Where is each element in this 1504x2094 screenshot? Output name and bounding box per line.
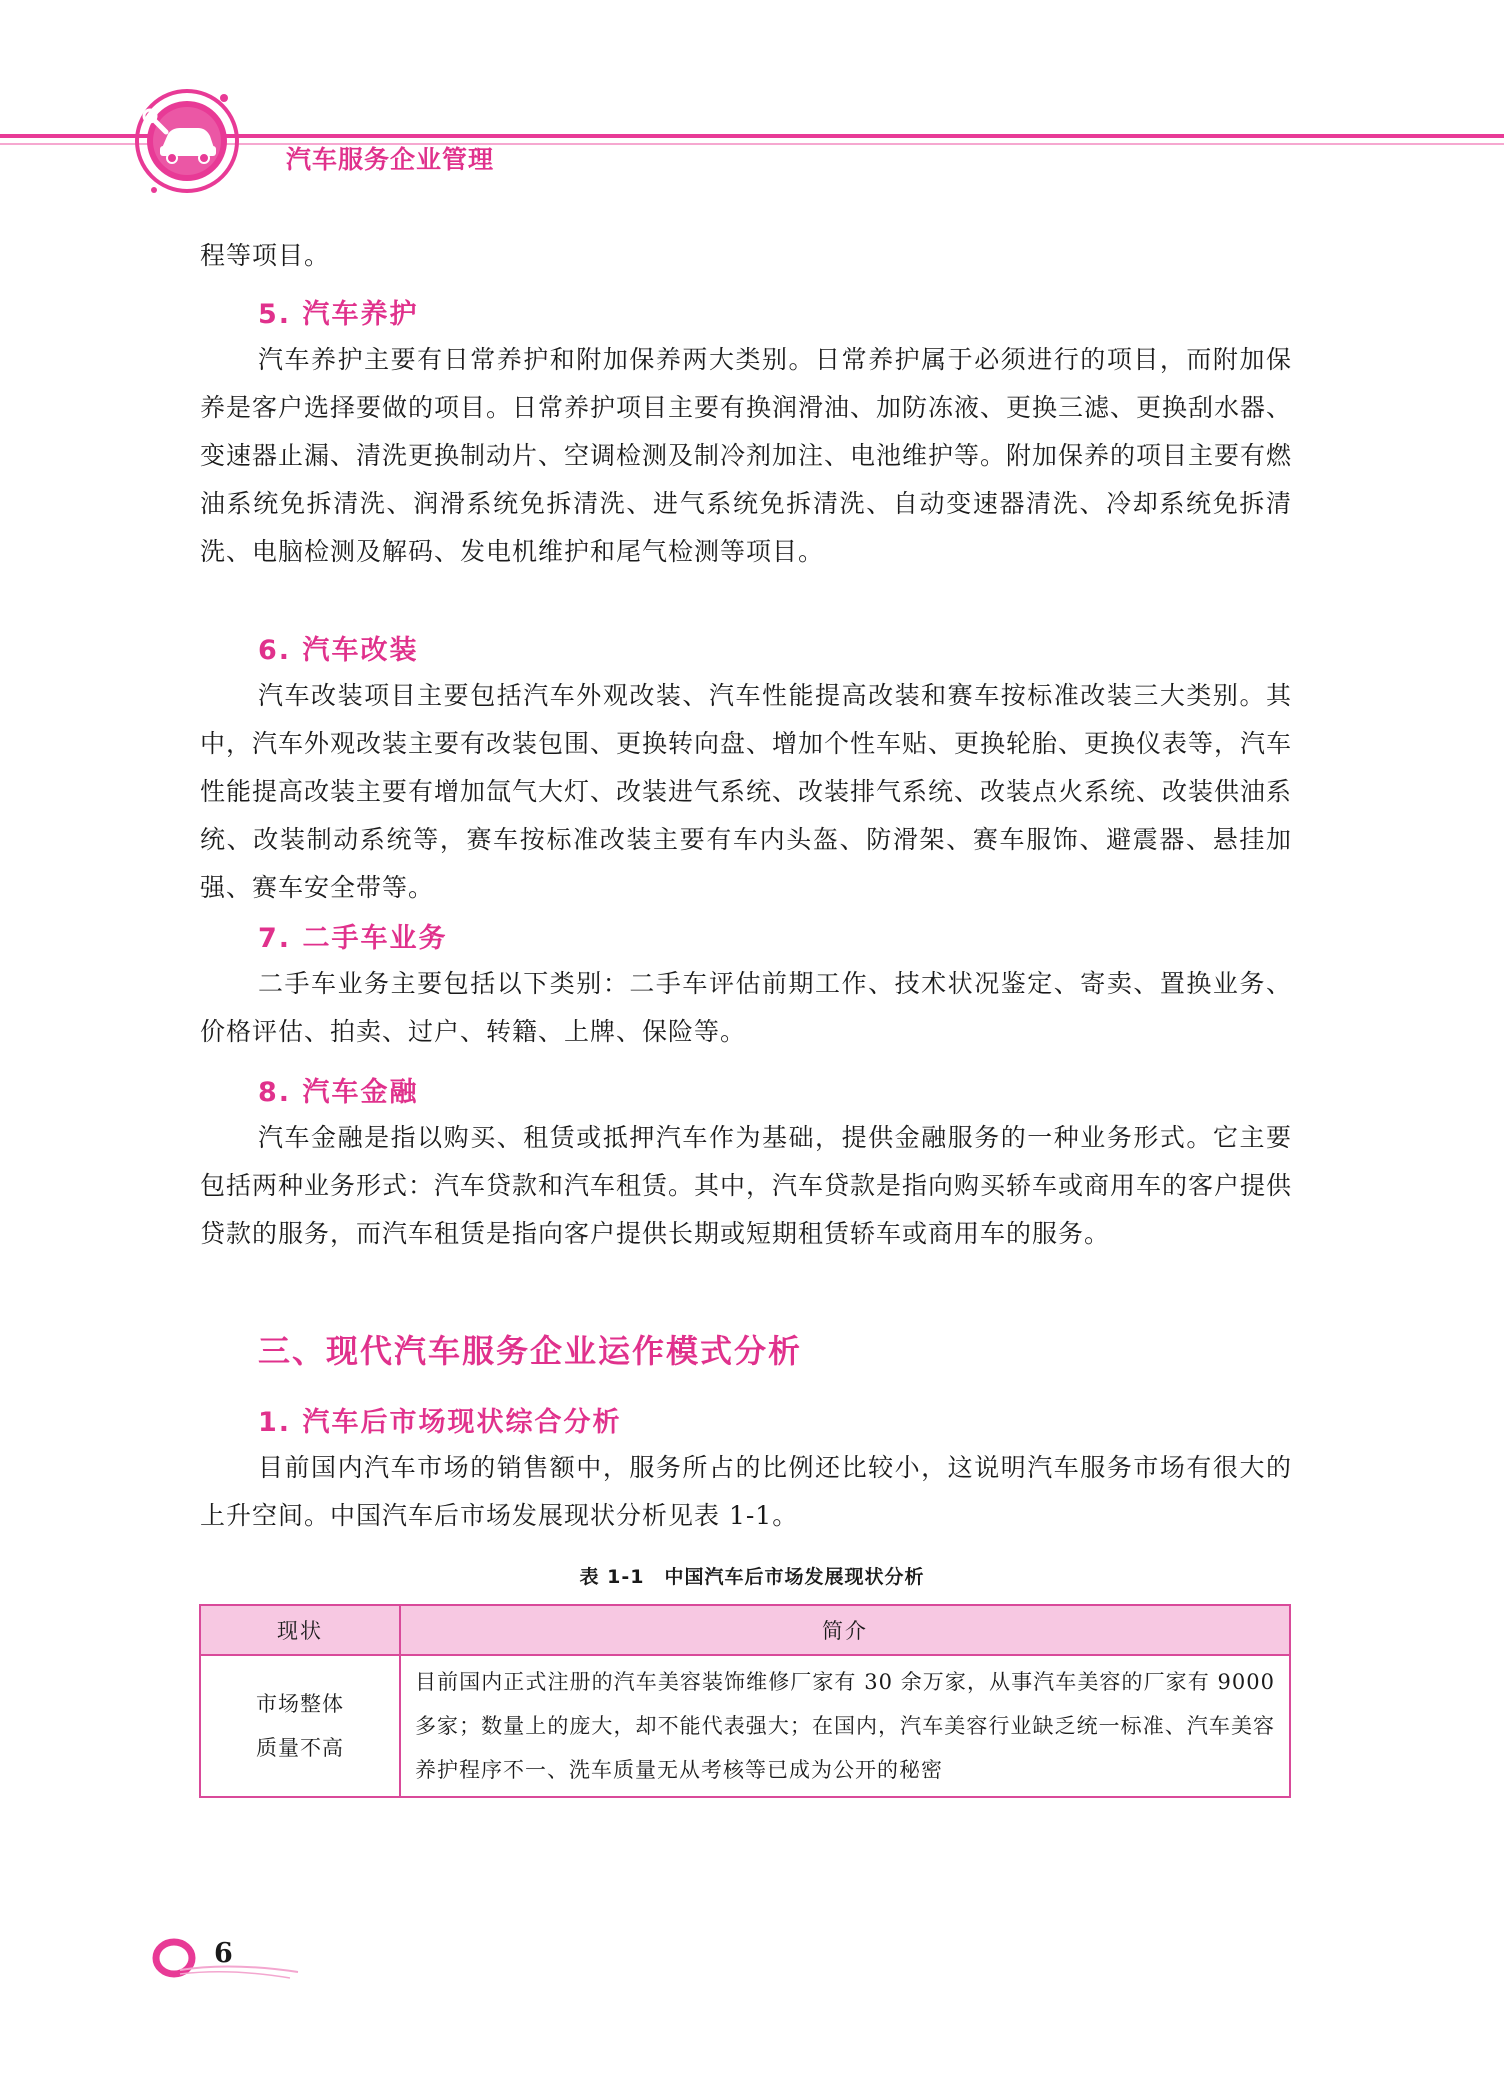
column-header-intro: 简介	[400, 1605, 1290, 1655]
column-header-status: 现状	[200, 1605, 400, 1655]
paragraph-car-maintenance: 汽车养护主要有日常养护和附加保养两大类别。日常养护属于必须进行的项目，而附加保养是客户选择要做的项目。日常养护项目主要有换润滑油、加防冻液、更换三滤、更换刮水器、变速器止漏、清洗更换制动片、空调检测及制冷剂加注、电池维护等。附加保养的项目主要有燃油系统免拆清洗、润滑系统免拆清洗、进气系统免拆清洗、自动变速器清洗、冷却系统免拆清洗、电脑检测及解码、发电机维护和尾气检测等项目。	[200, 345, 1293, 566]
car-service-logo-icon	[132, 86, 242, 196]
paragraph-used-car: 二手车业务主要包括以下类别：二手车评估前期工作、技术状况鉴定、寄卖、置换业务、价格评估、拍卖、过户、转籍、上牌、保险等。	[200, 969, 1292, 1046]
heading-used-car: 7. 二手车业务	[258, 923, 448, 954]
status-cell-line2: 质量不高	[256, 1736, 344, 1760]
heading-car-modification: 6. 汽车改装	[258, 635, 419, 666]
book-title: 汽车服务企业管理	[286, 145, 495, 174]
heading-aftermarket: 1. 汽车后市场现状综合分析	[258, 1407, 622, 1438]
intro-cell: 目前国内正式注册的汽车美容装饰维修厂家有 30 余万家，从事汽车美容的厂家有 9000 多家；数量上的庞大，却不能代表强大；在国内，汽车美容行业缺乏统一标准、汽车美容养护程序不一、洗车质量无从考核等已成为公开的秘密	[400, 1655, 1290, 1797]
table-row	[200, 1655, 1290, 1797]
paragraph-car-finance: 汽车金融是指以购买、租赁或抵押汽车作为基础，提供金融服务的一种业务形式。它主要包括两种业务形式：汽车贷款和汽车租赁。其中，汽车贷款是指向购买轿车或商用车的客户提供贷款的服务，而汽车租赁是指向客户提供长期或短期租赁轿车或商用车的服务。	[200, 1123, 1293, 1248]
paragraph-aftermarket: 目前国内汽车市场的销售额中，服务所占的比例还比较小，这说明汽车服务市场有很大的上升空间。中国汽车后市场发展现状分析见表 1-1。	[200, 1453, 1292, 1530]
status-cell	[200, 1655, 400, 1797]
table-caption: 表 1-1 中国汽车后市场发展现状分析	[579, 1566, 925, 1588]
paragraph-continuation: 程等项目。	[200, 241, 331, 270]
table-header-row	[200, 1605, 1290, 1655]
heading-car-finance: 8. 汽车金融	[258, 1077, 419, 1108]
paragraph-car-modification: 汽车改装项目主要包括汽车外观改装、汽车性能提高改装和赛车按标准改装三大类别。其中，汽车外观改装主要有改装包围、更换转向盘、增加个性车贴、更换轮胎、更换仪表等，汽车性能提高改装主要有增加氙气大灯、改装进气系统、改装排气系统、改装点火系统、改装供油系统、改装制动系统等，赛车按标准改装主要有车内头盔、防滑架、赛车服饰、避震器、悬挂加强、赛车安全带等。	[200, 681, 1293, 902]
section-title-3: 三、现代汽车服务企业运作模式分析	[258, 1332, 803, 1370]
status-cell-line1: 市场整体	[256, 1692, 344, 1716]
aftermarket-status-table	[199, 1604, 1291, 1798]
page-number: 6	[214, 1938, 233, 1969]
heading-car-maintenance: 5. 汽车养护	[258, 299, 419, 330]
